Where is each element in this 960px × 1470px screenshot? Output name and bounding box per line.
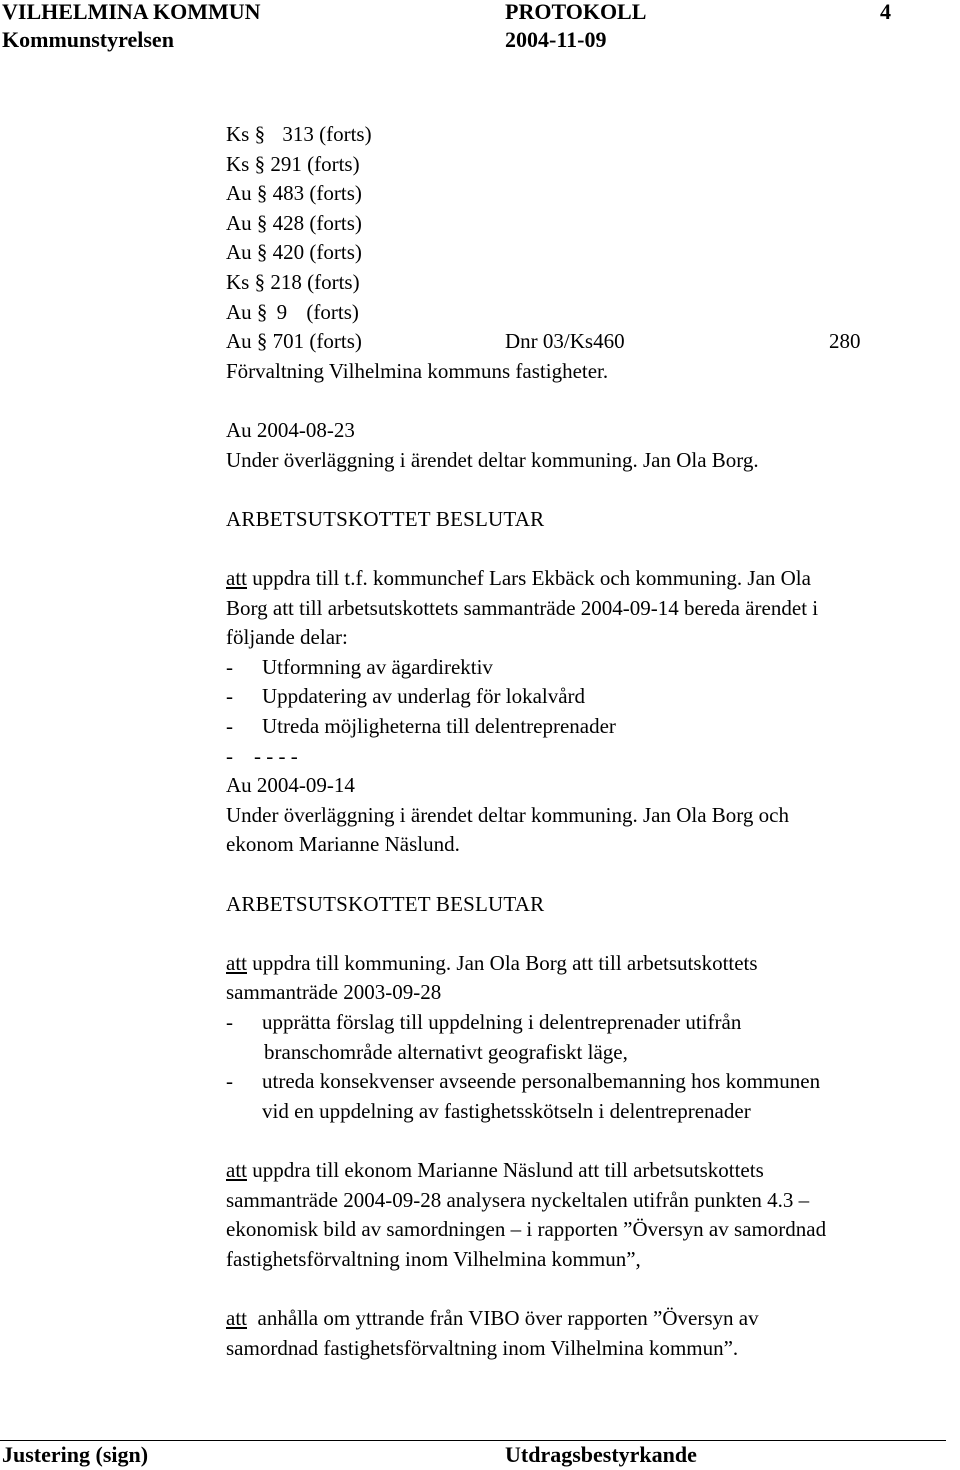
section2-att1-line: sammanträde 2003-09-28: [226, 980, 442, 1005]
section1-date: Au 2004-08-23: [226, 418, 355, 442]
section2-note: Under överläggning i ärendet deltar kommuning. Jan Ola Borg och: [226, 802, 789, 827]
paragraph-ref: Ks § 218 (forts): [226, 270, 360, 294]
paragraph-ref: Ks § 313 (forts): [226, 122, 372, 146]
list-item: - Utformning av ägardirektiv: [226, 654, 493, 679]
list-item: - upprätta förslag till uppdelning i delentreprenader utifrån: [226, 1010, 742, 1034]
subject: Förvaltning Vilhelmina kommuns fastigheter.: [226, 358, 609, 383]
section2-note: ekonom Marianne Näslund.: [226, 832, 460, 857]
header-page-number: 4: [880, 0, 891, 24]
footer-justering: Justering (sign): [2, 1442, 149, 1467]
paragraph-ref: Au § 9 (forts): [226, 299, 359, 324]
footer-utdragsbestyrkande: Utdragsbestyrkande: [505, 1442, 697, 1467]
header-doc-type: PROTOKOLL: [505, 0, 647, 24]
section2-att1-line: att uppdra till kommuning. Jan Ola Borg att till arbetsutskottets: [226, 950, 758, 975]
header-date: 2004-11-09: [505, 27, 607, 52]
section2-att2-line: sammanträde 2004-09-28 analysera nyckeltalen utifrån punkten 4.3 –: [226, 1187, 810, 1212]
att-keyword: att: [226, 1158, 247, 1182]
list-item: - Utreda möjligheterna till delentreprenader: [226, 714, 616, 738]
paragraph-ref: Ks § 291 (forts): [226, 151, 360, 176]
header-body: Kommunstyrelsen: [2, 27, 174, 52]
section2-date: Au 2004-09-14: [226, 773, 355, 798]
section1-att-line: att uppdra till t.f. kommunchef Lars Ekbäck och kommuning. Jan Ola: [226, 566, 811, 590]
section1-line: Borg att till arbetsutskottets sammanträde 2004-09-14 bereda ärendet i: [226, 595, 819, 620]
section1-note: Under överläggning i ärendet deltar kommuning. Jan Ola Borg.: [226, 447, 759, 472]
dnr: Dnr 03/Ks460: [505, 329, 625, 354]
section1-line: följande delar:: [226, 625, 348, 650]
section2-att3-line: att anhålla om yttrande från VIBO över rapporten ”Översyn av: [226, 1306, 759, 1330]
header-org: VILHELMINA KOMMUN: [2, 0, 261, 24]
att-keyword: att: [226, 566, 247, 590]
att-keyword: att: [226, 1306, 247, 1330]
section1-decision-heading: ARBETSUTSKOTTET BESLUTAR: [226, 506, 545, 531]
separator: - - - - -: [226, 743, 298, 768]
footer-divider: [0, 1440, 946, 1441]
section2-att2-line: ekonomisk bild av samordningen – i rapporten ”Översyn av samordnad: [226, 1217, 827, 1242]
dnr-code: 280: [829, 329, 861, 354]
paragraph-ref: Au § 701 (forts): [226, 329, 362, 354]
att-keyword: att: [226, 950, 247, 975]
paragraph-ref: Au § 428 (forts): [226, 210, 362, 235]
paragraph-refs: [0, 120, 960, 360]
list-item-continued: branschområde alternativt geografiskt läge,: [264, 1039, 628, 1064]
list-item: - utreda konsekvenser avseende personalbemanning hos kommunen: [226, 1069, 821, 1094]
section2-decision-heading: ARBETSUTSKOTTET BESLUTAR: [226, 891, 545, 916]
section2-att3-line: samordnad fastighetsförvaltning inom Vilhelmina kommun”.: [226, 1335, 739, 1360]
paragraph-ref: Au § 420 (forts): [226, 240, 362, 265]
section2-att2-line: att uppdra till ekonom Marianne Näslund att till arbetsutskottets: [226, 1158, 764, 1182]
section2-att2-line: fastighetsförvaltning inom Vilhelmina kommun”,: [226, 1246, 641, 1271]
list-item: - Uppdatering av underlag för lokalvård: [226, 684, 586, 709]
paragraph-ref: Au § 483 (forts): [226, 181, 362, 206]
list-item-continued: vid en uppdelning av fastighetsskötseln i delentreprenader: [262, 1098, 751, 1123]
